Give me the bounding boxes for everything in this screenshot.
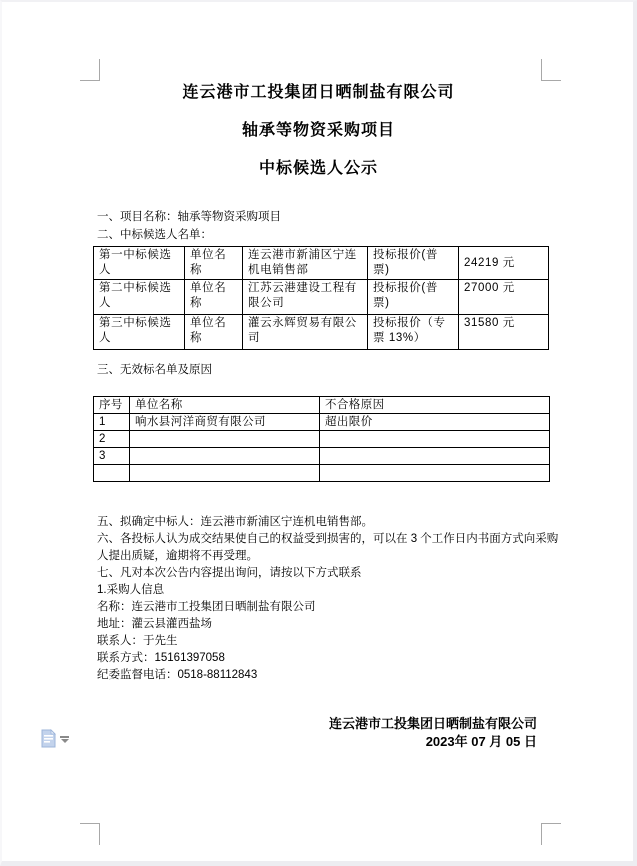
signature-company: 连云港市工投集团日晒制盐有限公司 [328,716,537,731]
row-reason [320,465,550,482]
dropdown-arrow-icon[interactable] [60,736,69,744]
supervision-phone: 纪委监督电话：0518-88112843 [97,669,258,681]
contact-phone: 联系方式：15161397058 [97,652,225,664]
doc-title-company: 连云港市工投集团日晒制盐有限公司 [182,84,455,101]
col-header-unit: 单位名称 [130,397,320,414]
price-label: 投标报价(普票) [368,280,459,315]
table-row [94,431,550,448]
purchaser-address: 地址：灌云县灌西盐场 [97,618,212,630]
crop-mark-bottom-right [541,823,561,845]
invalid-bids-table [93,396,550,482]
unit-label: 单位名称 [185,247,243,280]
section-objection-line1: 六、各投标人认为成交结果使自己的权益受到损害的，可以在 3 个工作日内书面方式向采购 [97,533,559,545]
crop-mark-top-right [541,59,561,81]
candidates-table [93,246,549,350]
table-row [94,315,549,350]
unit-label: 单位名称 [185,315,243,350]
paste-options-icon[interactable] [41,729,56,748]
row-no: 2 [94,431,130,448]
crop-mark-bottom-left [80,823,100,845]
crop-mark-top-left [80,59,100,81]
row-unit [130,448,320,465]
table-row [94,280,549,315]
candidate-rank: 第三中标候选人 [94,315,185,350]
section-objection-line2: 人提出质疑，逾期将不再受理。 [97,550,258,562]
unit-name: 连云港市新浦区宁连机电销售部 [243,247,368,280]
doc-title-project: 轴承等物资采购项目 [241,122,395,139]
price-value: 24219 元 [459,247,549,280]
price-label: 投标报价（专票 13%） [368,315,459,350]
row-unit: 响水县河洋商贸有限公司 [130,414,320,431]
table-row [94,247,549,280]
col-header-no: 序号 [94,397,130,414]
section-inquiry: 七、凡对本次公告内容提出询问，请按以下方式联系 [97,567,362,579]
section-proposed-winner: 五、拟确定中标人：连云港市新浦区宁连机电销售部。 [97,516,373,528]
row-reason [320,431,550,448]
unit-name: 灌云永辉贸易有限公司 [243,315,368,350]
table-row [94,465,550,482]
candidate-rank: 第一中标候选人 [94,247,185,280]
unit-label: 单位名称 [185,280,243,315]
doc-title-announcement: 中标候选人公示 [258,160,378,177]
unit-name: 江苏云港建设工程有限公司 [243,280,368,315]
row-reason [320,448,550,465]
price-label: 投标报价(普票) [368,247,459,280]
row-no: 1 [94,414,130,431]
row-no [94,465,130,482]
section-invalid-bids-heading: 三、无效标名单及原因 [97,364,212,376]
signature-date: 2023年 07 月 05 日 [425,734,537,749]
price-value: 31580 元 [459,315,549,350]
table-row [94,448,550,465]
row-no: 3 [94,448,130,465]
purchaser-name: 名称：连云港市工投集团日晒制盐有限公司 [97,601,316,613]
col-header-reason: 不合格原因 [320,397,550,414]
section-candidate-list-heading: 二、中标候选人名单： [97,229,212,241]
price-value: 27000 元 [459,280,549,315]
candidate-rank: 第二中标候选人 [94,280,185,315]
purchaser-info-heading: 1.采购人信息 [97,584,165,596]
row-unit [130,431,320,448]
section-project-name: 一、项目名称：轴承等物资采购项目 [97,211,281,223]
row-reason: 超出限价 [320,414,550,431]
table-header-row [94,397,550,414]
contact-person: 联系人：于先生 [97,635,178,647]
row-unit [130,465,320,482]
table-row [94,414,550,431]
